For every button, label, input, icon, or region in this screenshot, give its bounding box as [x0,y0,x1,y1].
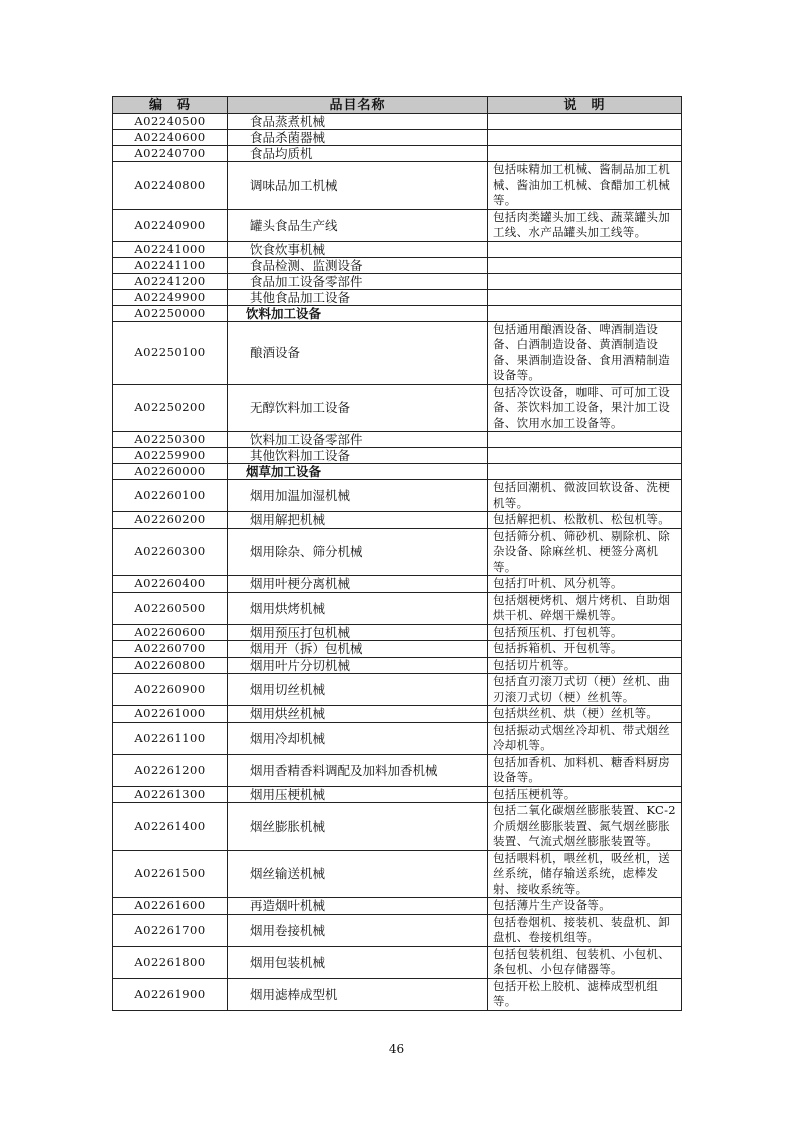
item-code: A02261600 [113,898,228,915]
item-name: 调味品加工机械 [228,162,488,210]
item-description: 包括冷饮设备，咖啡、可可加工设备、茶饮料加工设备，果汁加工设备、饮用水加工设备等。 [488,384,682,432]
item-name: 食品蒸煮机械 [228,114,488,130]
item-description: 包括解把机、松散机、松包机等。 [488,512,682,529]
table-row [113,384,682,432]
header-desc: 说 明 [488,97,682,114]
item-description: 包括加香机、加料机、糖香料厨房设备等。 [488,754,682,786]
item-code: A02241200 [113,273,228,289]
table-row [113,432,682,448]
item-name: 食品杀菌器械 [228,130,488,146]
item-description [488,114,682,130]
table-row [113,528,682,576]
table-row [113,978,682,1010]
item-code: A02260400 [113,576,228,593]
item-code: A02250300 [113,432,228,448]
item-code: A02260300 [113,528,228,576]
item-code: A02261200 [113,754,228,786]
item-name: 烟用加温加湿机械 [228,480,488,512]
item-code: A02240900 [113,209,228,241]
item-description: 包括筛分机、筛砂机、剔除机、除杂设备、除麻丝机、梗签分离机等。 [488,528,682,576]
table-row [113,273,682,289]
item-name: 烟用预压打包机械 [228,624,488,641]
table-row [113,706,682,723]
item-code: A02260600 [113,624,228,641]
item-code: A02261300 [113,786,228,803]
item-code: A02261900 [113,978,228,1010]
item-name: 烟用冷却机械 [228,722,488,754]
item-description: 包括开松上胶机、滤棒成型机组等。 [488,978,682,1010]
item-name: 罐头食品生产线 [228,209,488,241]
item-name: 烟用叶梗分离机械 [228,576,488,593]
item-name: 再造烟叶机械 [228,898,488,915]
item-code: A02260800 [113,657,228,674]
table-row [113,914,682,946]
item-code: A02240500 [113,114,228,130]
table-row [113,674,682,706]
table-header-row [113,97,682,114]
table-row [113,289,682,305]
table-body [113,114,682,1011]
item-code: A02261700 [113,914,228,946]
item-code: A02260500 [113,592,228,624]
item-code: A02240800 [113,162,228,210]
header-name: 品目名称 [228,97,488,114]
item-name: 烟用叶片分切机械 [228,657,488,674]
item-description [488,241,682,257]
table-row [113,576,682,593]
item-description: 包括味精加工机械、酱制品加工机械、酱油加工机械、食醋加工机械等。 [488,162,682,210]
item-name: 烟用压梗机械 [228,786,488,803]
item-name: 烟用烘烤机械 [228,592,488,624]
item-description: 包括切片机等。 [488,657,682,674]
item-description: 包括肉类罐头加工线、蔬菜罐头加工线、水产品罐头加工线等。 [488,209,682,241]
catalog-table [112,96,682,1011]
item-name: 其他饮料加工设备 [228,448,488,464]
item-name: 烟用滤棒成型机 [228,978,488,1010]
table-row [113,305,682,321]
item-description: 包括振动式烟丝冷却机、带式烟丝冷却机等。 [488,722,682,754]
item-code: A02261400 [113,803,228,851]
item-code: A02241000 [113,241,228,257]
item-description [488,305,682,321]
item-description: 包括打叶机、风分机等。 [488,576,682,593]
item-name: 饮料加工设备零部件 [228,432,488,448]
table-row [113,162,682,210]
item-description: 包括回潮机、微波回软设备、洗梗机等。 [488,480,682,512]
page-number: 46 [388,1042,405,1056]
item-name: 烟用香精香料调配及加料加香机械 [228,754,488,786]
item-code: A02260900 [113,674,228,706]
item-name: 无醇饮料加工设备 [228,384,488,432]
table-row [113,257,682,273]
item-code: A02249900 [113,289,228,305]
table-row [113,786,682,803]
item-description [488,130,682,146]
item-code: A02259900 [113,448,228,464]
item-name: 酿酒设备 [228,321,488,384]
item-description [488,289,682,305]
item-name: 食品均质机 [228,146,488,162]
item-name: 烟草加工设备 [228,464,488,480]
table-row [113,464,682,480]
table-row [113,146,682,162]
item-description: 包括拆箱机、开包机等。 [488,641,682,658]
item-name: 烟用解把机械 [228,512,488,529]
item-description: 包括卷烟机、接装机、装盘机、卸盘机、卷接机组等。 [488,914,682,946]
table-row [113,641,682,658]
table-row [113,754,682,786]
item-name: 烟丝膨胀机械 [228,803,488,851]
table-row [113,803,682,851]
item-description: 包括通用酿酒设备、啤酒制造设备、白酒制造设备、黄酒制造设备、果酒制造设备、食用酒精制造设备等。 [488,321,682,384]
table-row [113,448,682,464]
item-name: 烟用开（拆）包机械 [228,641,488,658]
table-row [113,898,682,915]
item-code: A02260000 [113,464,228,480]
table-row [113,722,682,754]
item-description [488,146,682,162]
item-description: 包括烘丝机、烘（梗）丝机等。 [488,706,682,723]
table-row [113,512,682,529]
item-code: A02261500 [113,850,228,898]
item-code: A02261800 [113,946,228,978]
table-row [113,130,682,146]
item-code: A02250200 [113,384,228,432]
table-row [113,241,682,257]
item-description [488,273,682,289]
item-description: 包括二氧化碳烟丝膨胀装置、KC-2介质烟丝膨胀装置、氮气烟丝膨胀装置、气流式烟丝膨胀装置等。 [488,803,682,851]
item-code: A02260100 [113,480,228,512]
table-row [113,624,682,641]
item-name: 烟用切丝机械 [228,674,488,706]
item-code: A02240600 [113,130,228,146]
item-code: A02250100 [113,321,228,384]
item-description: 包括直刃滚刀式切（梗）丝机、曲刃滚刀式切（梗）丝机等。 [488,674,682,706]
table-row [113,209,682,241]
item-name: 其他食品加工设备 [228,289,488,305]
item-code: A02260200 [113,512,228,529]
item-name: 食品检测、监测设备 [228,257,488,273]
item-description: 包括喂料机，喂丝机，吸丝机，送丝系统，储存输送系统，虑棒发射、接收系统等。 [488,850,682,898]
item-name: 烟用包装机械 [228,946,488,978]
item-name: 饮料加工设备 [228,305,488,321]
item-description [488,464,682,480]
item-description: 包括压梗机等。 [488,786,682,803]
item-name: 烟用烘丝机械 [228,706,488,723]
table-row [113,480,682,512]
table-row [113,850,682,898]
item-name: 烟用除杂、筛分机械 [228,528,488,576]
table-row [113,114,682,130]
item-description: 包括包装机组、包装机、小包机、条包机、小包存储器等。 [488,946,682,978]
item-description: 包括烟梗烤机、烟片烤机、自助烟烘干机、碎烟干燥机等。 [488,592,682,624]
item-description: 包括预压机、打包机等。 [488,624,682,641]
table-row [113,657,682,674]
header-code: 编 码 [113,97,228,114]
item-name: 烟用卷接机械 [228,914,488,946]
item-description [488,448,682,464]
table-row [113,592,682,624]
item-description [488,257,682,273]
item-code: A02261000 [113,706,228,723]
item-description [488,432,682,448]
item-name: 饮食炊事机械 [228,241,488,257]
table-row [113,321,682,384]
item-code: A02240700 [113,146,228,162]
item-description: 包括薄片生产设备等。 [488,898,682,915]
item-code: A02250000 [113,305,228,321]
item-name: 食品加工设备零部件 [228,273,488,289]
item-name: 烟丝输送机械 [228,850,488,898]
item-code: A02261100 [113,722,228,754]
table-row [113,946,682,978]
item-code: A02260700 [113,641,228,658]
item-code: A02241100 [113,257,228,273]
